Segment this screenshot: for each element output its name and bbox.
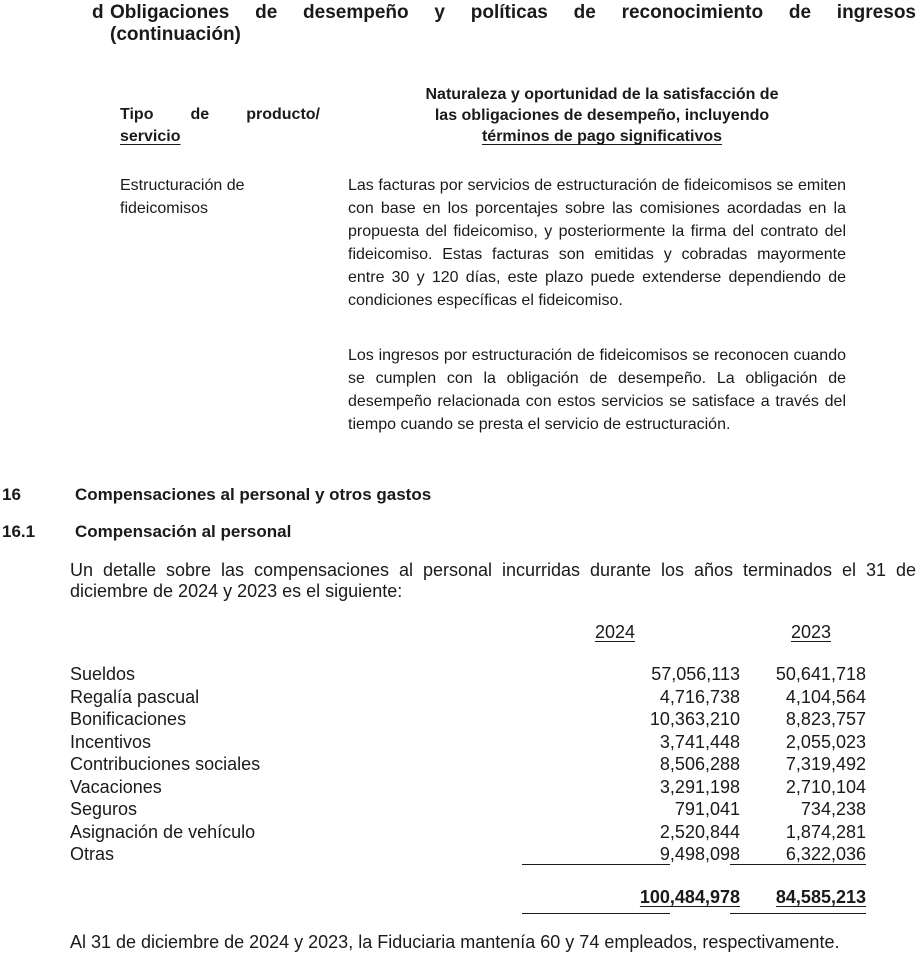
product-header-line1: Tipo de producto/ xyxy=(120,106,320,123)
value-2023: 734,238 xyxy=(800,799,866,819)
table-row xyxy=(70,843,870,866)
product-recognition-paragraph: Los ingresos por estructuración de fideicomisos se reconocen cuando se cumplen con la obligación de desempeño. La obligación de desempeño relacionada con estos servicios se satisface a través del tiempo cuando se presta el servicio de estructuración. xyxy=(348,347,846,433)
compensation-table xyxy=(70,663,870,866)
value-2024: 791,041 xyxy=(674,799,740,819)
section-16-1-intro: Un detalle sobre las compensaciones al personal incurridas durante los años terminados el 31 de diciembre de 2024 y 2023 es el siguiente: xyxy=(70,560,916,601)
section-16-1-number: 16.1 xyxy=(2,522,36,541)
value-2024: 57,056,113 xyxy=(651,664,740,684)
year-header-2023: 2023 xyxy=(790,622,832,642)
product-column-header xyxy=(120,104,320,148)
table-row xyxy=(70,708,870,731)
table-row xyxy=(70,663,870,686)
row-label: Seguros xyxy=(70,799,138,819)
nature-header-line1: Naturaleza y oportunidad de la satisfacción de xyxy=(425,86,779,103)
value-2024: 4,716,738 xyxy=(659,686,740,707)
value-2023: 50,641,718 xyxy=(775,664,866,684)
table-row xyxy=(70,686,870,709)
row-label: Sueldos xyxy=(70,664,136,684)
value-2023: 2,710,104 xyxy=(785,776,866,797)
subtotal-rule-2024 xyxy=(522,864,670,865)
section-16-1-title: Compensación al personal xyxy=(75,522,292,541)
value-2023: 2,055,023 xyxy=(785,731,866,752)
row-label: Otras xyxy=(70,844,115,864)
nature-header-line2: las obligaciones de desempeño, incluyendo xyxy=(434,107,770,124)
table-row xyxy=(70,731,870,754)
nature-column-header xyxy=(348,84,856,147)
value-2024: 8,506,288 xyxy=(659,754,740,774)
value-2024: 3,291,198 xyxy=(659,776,740,797)
row-label: Asignación de vehículo xyxy=(70,821,256,842)
product-name: Estructuración de fideicomisos xyxy=(120,177,245,217)
value-2024: 3,741,448 xyxy=(659,731,740,752)
total-2024: 100,484,978 xyxy=(639,887,740,907)
value-2023: 8,823,757 xyxy=(785,709,866,729)
row-label: Vacaciones xyxy=(70,776,162,797)
table-row xyxy=(70,753,870,776)
section-16-number: 16 xyxy=(2,485,21,504)
section-d-title: Obligaciones de desempeño y políticas de reconocimiento de ingresos (continuación) xyxy=(110,2,916,45)
value-2024: 2,520,844 xyxy=(659,821,740,842)
value-2023: 4,104,564 xyxy=(785,686,866,707)
section-letter: d xyxy=(92,2,104,23)
value-2023: 7,319,492 xyxy=(785,754,866,774)
table-row xyxy=(70,821,870,844)
value-2024: 9,498,098 xyxy=(659,844,740,864)
total-2023: 84,585,213 xyxy=(775,887,866,907)
value-2023: 1,874,281 xyxy=(785,821,866,842)
total-double-rule-2023 xyxy=(730,913,866,914)
subtotal-rule-2023 xyxy=(730,864,866,865)
row-label: Regalía pascual xyxy=(70,686,200,707)
total-double-rule-2024 xyxy=(522,913,670,914)
value-2024: 10,363,210 xyxy=(649,709,740,729)
year-header-2024: 2024 xyxy=(594,622,636,642)
value-2023: 6,322,036 xyxy=(785,844,866,864)
product-description-paragraph: Las facturas por servicios de estructuración de fideicomisos se emiten con base en los porcentajes sobre las comisiones acordadas en la propuesta del fideicomiso, y posteriormente la firma del contrato del fideicomiso. Estas facturas son emitidas y cobradas mayormente entre 30 y 120 días, este plazo puede extenderse dependiendo de condiciones específicas el fideicomiso. xyxy=(348,177,846,309)
row-label: Incentivos xyxy=(70,731,152,752)
row-label: Bonificaciones xyxy=(70,709,187,729)
product-header-line2: servicio xyxy=(120,128,181,145)
table-row xyxy=(70,798,870,821)
nature-header-line3: términos de pago significativos xyxy=(481,128,723,145)
total-row xyxy=(70,887,870,911)
closing-paragraph: Al 31 de diciembre de 2024 y 2023, la Fiduciaria mantenía 60 y 74 empleados, respectivamente. xyxy=(70,932,840,952)
table-row xyxy=(70,776,870,799)
row-label: Contribuciones sociales xyxy=(70,754,261,774)
section-16-title: Compensaciones al personal y otros gastos xyxy=(75,485,432,504)
